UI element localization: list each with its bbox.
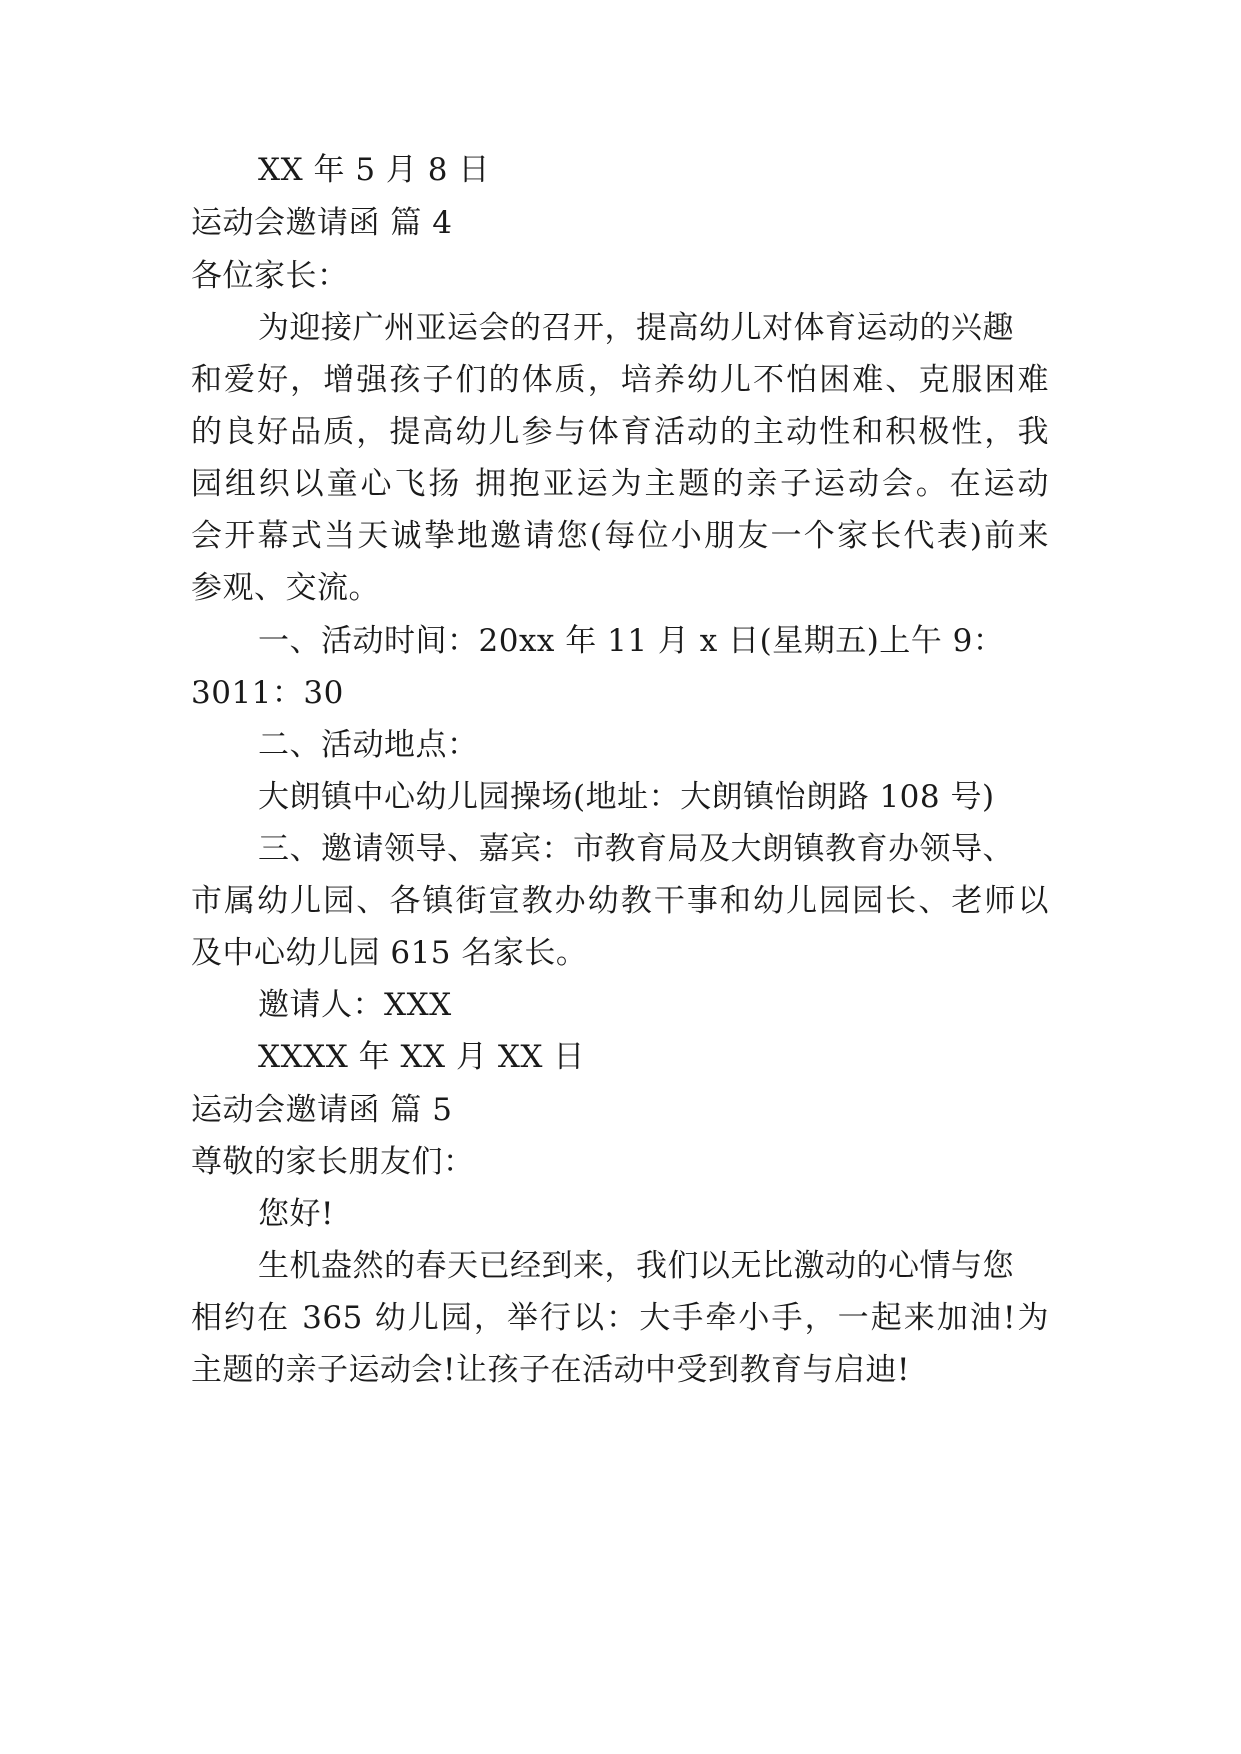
inviter-line: 邀请人：XXX: [258, 987, 452, 1023]
salutation: 尊敬的家长朋友们：: [191, 1144, 475, 1180]
signature-date: XXXX 年 XX 月 XX 日: [258, 1039, 585, 1075]
paragraph-line: 园组织以童心飞扬 拥抱亚运为主题的亲子运动会。在运动: [191, 466, 1049, 502]
paragraph-line: 主题的亲子运动会!让孩子在活动中受到教育与启迪!: [191, 1352, 910, 1388]
paragraph-line: 市属幼儿园、各镇街宣教办幼教干事和幼儿园园长、老师以: [191, 883, 1049, 919]
paragraph-line: 和爱好，增强孩子们的体质，培养幼儿不怕困难、克服困难: [191, 362, 1049, 398]
salutation: 各位家长：: [191, 258, 349, 294]
section-heading: 运动会邀请函 篇 4: [191, 205, 453, 241]
list-item-time-cont: 3011：30: [191, 675, 344, 711]
paragraph-line: 及中心幼儿园 615 名家长。: [191, 935, 588, 971]
paragraph-line: 生机盎然的春天已经到来，我们以无比激动的心情与您: [258, 1248, 1014, 1284]
location-value: 大朗镇中心幼儿园操场(地址：大朗镇怡朗路 108 号): [258, 779, 995, 815]
list-item-time: 一、活动时间：20xx 年 11 月 x 日(星期五)上午 9：: [258, 623, 1005, 659]
paragraph-line: 参观、交流。: [191, 570, 380, 606]
paragraph-line: 会开幕式当天诚挚地邀请您(每位小朋友一个家长代表)前来: [191, 518, 1049, 554]
list-item-location: 二、活动地点：: [258, 727, 479, 763]
greeting: 您好!: [258, 1196, 334, 1232]
date-line: XX 年 5 月 8 日: [258, 152, 490, 188]
paragraph-line: 为迎接广州亚运会的召开，提高幼儿对体育运动的兴趣: [258, 310, 1014, 346]
list-item-guests: 三、邀请领导、嘉宾：市教育局及大朗镇教育办领导、: [258, 831, 1014, 867]
section-heading: 运动会邀请函 篇 5: [191, 1092, 453, 1128]
paragraph-line: 相约在 365 幼儿园，举行以：大手牵小手，一起来加油!为: [191, 1300, 1049, 1336]
paragraph-line: 的良好品质，提高幼儿参与体育活动的主动性和积极性，我: [191, 414, 1049, 450]
